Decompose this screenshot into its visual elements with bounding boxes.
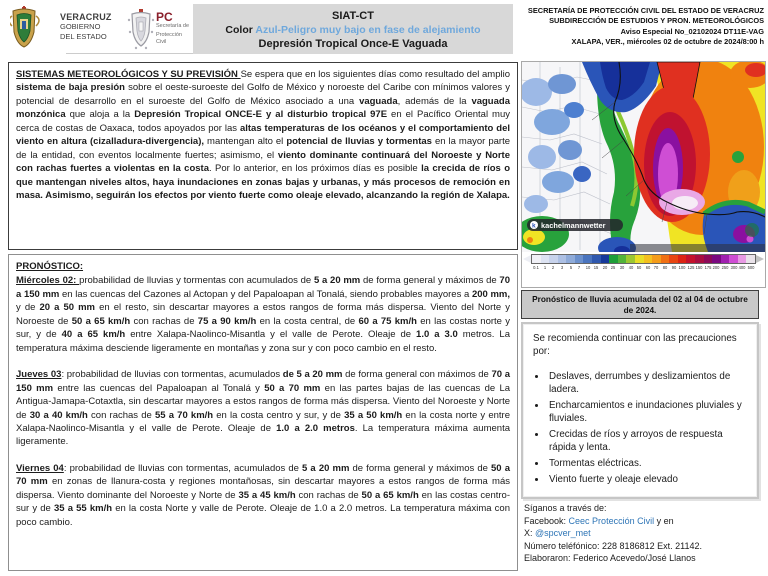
scale-cell: 125 (686, 255, 695, 263)
facebook-line (524, 515, 764, 528)
scale-cell: 3 (558, 255, 567, 263)
scale-cell: 80 (661, 255, 670, 263)
x-label: X: (524, 528, 533, 539)
forecast-day-wednesday: Miércoles 02: probabilidad de lluvias y tormentas con acumulados de 5 a 20 mm de forma general y máximos de 70 a 150 mm en las cuencas del Cazones al Actopan y del Papaloapan al Tonalá, siendo probables mayores a 200 mm, y de 20 a 50 mm en el resto, sin descartar mayores a estos rangos de forma más dispersa. Viento del Norte y Noroeste de 50 a 65 km/h con rachas de 75 a 90 km/h en la costa central, de 60 a 75 km/h en las costas norte y sur, y de 40 a 65 km/h entre Xalapa-Naolinco-Misantla y el valle de Perote. Oleaje de 1.0 a 3.0 metros. La temperatura máxima desciende ligeramente en montañas y zona sur y con poco cambio en el resto. (16, 275, 510, 354)
x-line (524, 527, 764, 540)
alert-color-value: Azul-Peligro muy bajo en fase de alejamiento (255, 24, 481, 36)
recommendation-item: • Viento fuerte y oleaje elevado (547, 473, 747, 486)
contact-section (524, 502, 764, 565)
follow-label: Síganos a través de: (524, 503, 607, 513)
scale-cell: 300 (729, 255, 738, 263)
facebook-suffix: y en (656, 515, 674, 526)
scale-cell: 500 (746, 255, 755, 263)
scale-cell: 90 (669, 255, 678, 263)
veracruz-logo-line1: VERACRUZ (60, 12, 112, 22)
forecast-day-friday: Viernes 04: probabilidad de lluvias con tormentas, acumulados de 5 a 20 mm de forma general y máximos de 50 a 70 mm en zonas de llanura-costa y regiones montañosas, sin descartar mayores a estos rangos de forma más dispersa. Viento dominante del Noroeste y Norte de 35 a 45 km/h con rachas de 50 a 65 km/h en las costas centro-sur y de 35 a 55 km/h en la costa Norte y valle de Perote. Oleaje de 1.0 a 2.0 metros. La temperatura máxima con poco cambio. (16, 462, 510, 528)
svg-text:kachelmannwetter: kachelmannwetter (541, 221, 606, 230)
scale-cell: 150 (695, 255, 704, 263)
map-attribution-strip (630, 244, 765, 252)
recommendation-item: • Encharcamientos e inundaciones pluviales y fluviales. (547, 399, 747, 425)
map-box (521, 61, 766, 288)
scale-cell: 5 (566, 255, 575, 263)
siat-title: SIAT-CT (332, 10, 374, 22)
forecast-box (8, 254, 518, 571)
facebook-label: Facebook: (524, 515, 567, 526)
proteccion-civil-shield-icon (126, 8, 156, 50)
header-logos (8, 4, 192, 56)
veracruz-logo-line3: DEL ESTADO (60, 32, 107, 41)
scale-cell: 25 (609, 255, 618, 263)
svg-text:k: k (532, 222, 536, 230)
phone-line: Número teléfónico: 228 8186812 Ext. 21142. (524, 540, 702, 551)
agency-line-2: SUBDIRECCIÓN DE ESTUDIOS Y PRON. METEOROLÓGICOS (549, 16, 764, 26)
scale-cell: 400 (738, 255, 747, 263)
pc-logo-text (156, 10, 192, 46)
scale-cell: 10 (583, 255, 592, 263)
scale-cell: 175 (704, 255, 713, 263)
veracruz-coat-of-arms-icon (10, 6, 56, 50)
pc-logo-sub2: Protección Civil (156, 32, 182, 45)
scale-cell: 1 (541, 255, 550, 263)
scale-cell: 20 (601, 255, 610, 263)
precipitation-map (522, 62, 765, 252)
scale-cell: 0.1 (532, 255, 541, 263)
scale-arrow-left-icon (523, 255, 531, 263)
scale-cell: 2 (549, 255, 558, 263)
map-caption: Pronóstico de lluvia acumulada del 02 al 04 de octubre de 2024. (521, 290, 759, 319)
pc-logo-abbr: PC (156, 10, 173, 24)
facebook-link[interactable]: Ceec Protección Civil (568, 515, 655, 526)
scale-arrow-right-icon (756, 255, 764, 263)
map-watermark (527, 219, 623, 231)
scale-cell: 100 (678, 255, 687, 263)
recommendations-list (547, 370, 747, 486)
forecast-title: PRONÓSTICO: (16, 261, 84, 272)
agency-line-1: SECRETARÍA DE PROTECCIÓN CIVIL DEL ESTADO DE VERACRUZ (527, 6, 764, 15)
agency-line-4: XALAPA, VER., miércoles 02 de octubre de 2024/8:00 h (571, 37, 764, 47)
scale-cell: 30 (618, 255, 627, 263)
scale-cell: 50 (635, 255, 644, 263)
systems-box (8, 62, 518, 250)
veracruz-logo-text (60, 12, 112, 42)
agency-header (514, 6, 764, 48)
alert-color-line (193, 23, 513, 37)
scale-cell: 40 (626, 255, 635, 263)
map-scale-cells (531, 254, 756, 271)
scale-cell: 15 (592, 255, 601, 263)
recommendation-item: • Tormentas eléctricas. (547, 457, 747, 470)
x-handle-link[interactable]: @spcver_met (535, 528, 591, 539)
map-color-scale (522, 252, 765, 286)
veracruz-logo-line2: GOBIERNO (60, 22, 101, 31)
scale-cell: 70 (652, 255, 661, 263)
scale-cell: 60 (644, 255, 653, 263)
system-subtitle: Depresión Tropical Once-E Vaguada (258, 38, 448, 50)
scale-cell: 250 (721, 255, 730, 263)
forecast-day-thursday: Jueves 03: probabilidad de lluvias con tormentas, acumulados de 5 a 20 mm de forma general con máximos de 70 a 150 mm entre las cuencas del Papaloapan al Tonalá y 50 a 70 mm en las partes bajas de las cuencas de La Antigua-Jamapa-Cotaxtla, sin descartar mayores a estos rangos de forma más dispersa. Viento del Noroeste y Norte de 30 a 40 km/h con rachas de 55 a 70 km/h en la costa centro y sur, y de 35 a 50 km/h en la costa norte y entre Xalapa-Naolinco-Misantla y el valle de Perote. Oleaje de 1.0 a 2.0 metros. La temperatura máxima aumenta ligeramente. (16, 369, 511, 448)
siat-banner (193, 4, 513, 54)
pc-logo-sub1: Secretaría de (156, 23, 190, 29)
systems-paragraph: SISTEMAS METEOROLÓGICOS Y SU PREVISIÓN Se espera que en los siguientes días como resultado del amplio sistema de baja presión sobre el oeste-suroeste del Golfo de México y noroeste del Caribe con mínimos valores y potencial de desarrollo en el suroeste del Golfo de México asociado a una vaguada, además de la vaguada monzónica que aloja a la Depresión Tropical ONCE-E y al disturbio tropical 97E en el Pacífico Oriental muy cerca de costas de Oaxaca, todos apoyados por las altas temperaturas de los océanos y el comportamiento del viento en altura (cizalladura-divergencia), mantengan alto el potencial de lluvias y tormentas en la mayor parte de la entidad, con eventos localmente fuertes; asimismo, el viento dominante continuará del Noroeste y Norte con rachas fuertes a violentas en la costa. Por lo anterior, en los próximos días es posible la crecida de ríos o que mantengan niveles altos, haya inundaciones en zonas bajas y urbanas, y más procesos de remoción en masa. Asimismo, seguirán los efectos por viento fuerte como oleaje elevado, alcanzando la región de Xalapa. (16, 69, 511, 202)
recommendation-item: • Deslaves, derrumbes y deslizamientos de ladera. (547, 370, 747, 396)
recommendation-item: • Crecidas de ríos y arroyos de respuesta rápida y lenta. (547, 428, 747, 454)
authors-line: Elaboraron: Federico Acevedo/José Llanos (524, 553, 696, 564)
recommendations-intro: Se recomienda continuar con las precauciones por: (533, 333, 737, 357)
alert-color-label: Color (225, 24, 253, 36)
scale-cell: 200 (712, 255, 721, 263)
recommendations-box (521, 322, 759, 499)
agency-line-3: Aviso Especial No_02102024 DT11E-VAG (620, 26, 764, 36)
logo-divider (66, 53, 194, 54)
scale-cell: 7 (575, 255, 584, 263)
